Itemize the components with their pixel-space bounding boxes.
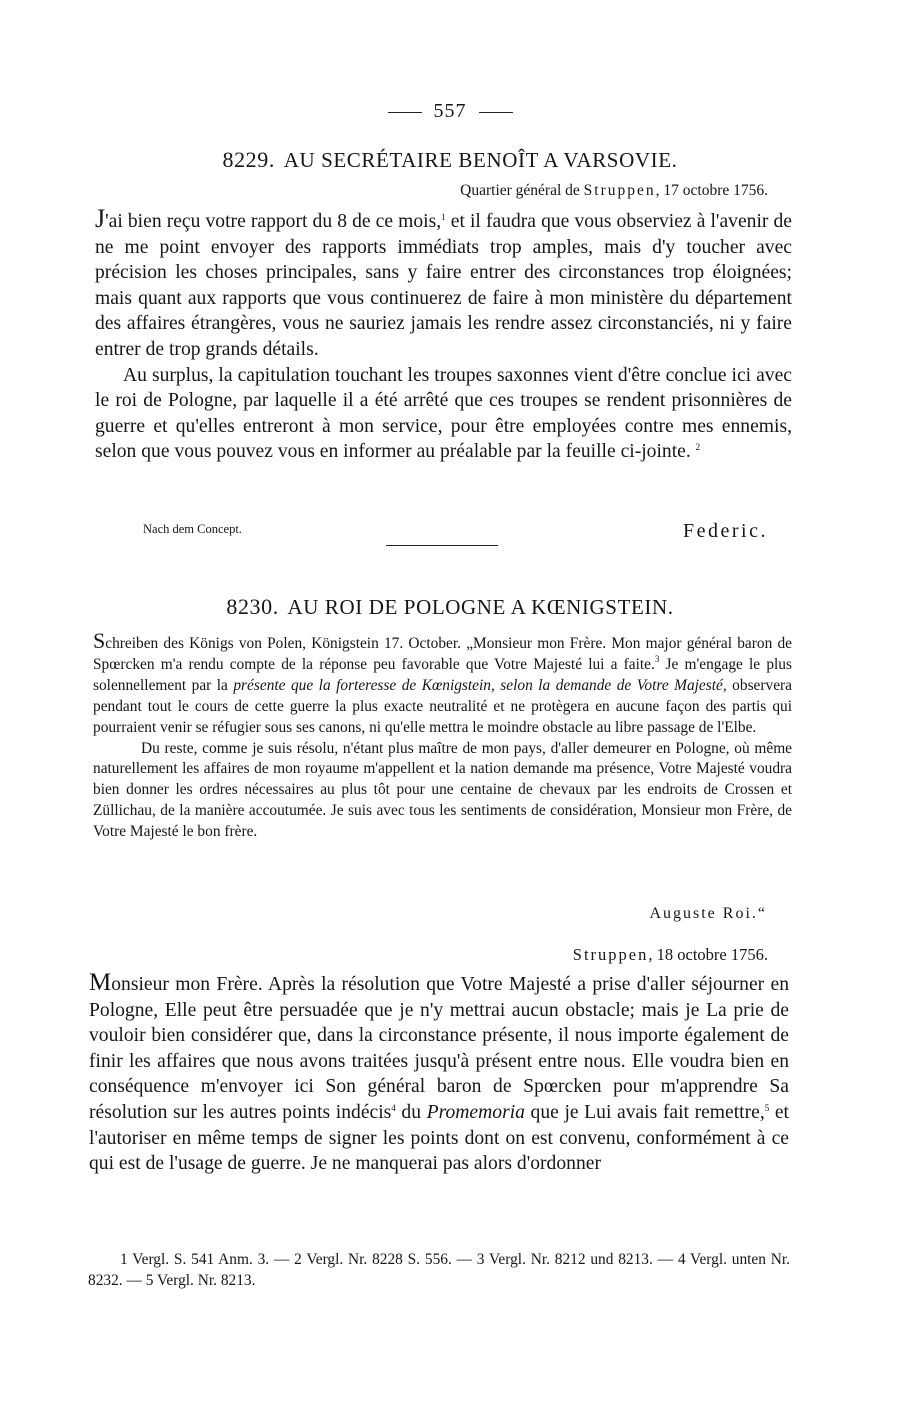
letter-8230-text-d: et l'autoriser en même temps de signer les points dont on est convenu, conformément à ce qui est de l'usage de guerre. Je ne manquerai pas alors d'ordonner <box>89 1101 789 1175</box>
quoted-p1-text-b: Je m'engage le plus solennellement par la <box>93 655 792 694</box>
letter-8229-initial: J <box>95 204 106 233</box>
letter-8230-dateline-date: , 18 octobre 1756. <box>648 945 768 964</box>
quoted-initial: S <box>93 628 106 653</box>
page-number-dash-right <box>479 112 513 113</box>
letter-8230-text-c: que je Lui avais fait remettre, <box>524 1101 765 1123</box>
letter-8230-dateline-place: Struppen <box>572 945 649 964</box>
letter-8230-number: 8230. <box>226 594 279 619</box>
letter-8230-title: AU ROI DE POLOGNE A KŒNIGSTEIN. <box>287 595 674 619</box>
footnote-ref-3: 3 <box>654 653 660 664</box>
quoted-paragraph-2 <box>93 739 792 844</box>
section-divider <box>386 545 498 546</box>
page-number-line <box>0 100 900 123</box>
page-number: 557 <box>433 100 467 122</box>
letter-8229-dateline-date: , 17 octobre 1756. <box>655 182 768 199</box>
letter-8229-heading <box>0 147 900 173</box>
page-number-dash-left <box>388 112 422 113</box>
letter-8230-dateline <box>573 945 768 965</box>
quoted-letter-king-of-poland <box>93 628 792 843</box>
letter-8229-paragraph-2 <box>95 363 792 465</box>
footnotes <box>88 1249 790 1291</box>
letter-8229-dateline-place: Struppen <box>583 182 656 199</box>
letter-8229-p2-text: Au surplus, la capitulation touchant les troupes saxonnes vient d'être conclue ici avec le roi de Pologne, par laquelle il a été arrêté que ces troupes se rendent prisonnières de guerre et qu'elles entreront à mon service, pour être employées contre mes ennemis, selon que vous pouvez vous en informer au préalable par la feuille ci-jointe. <box>95 364 792 463</box>
quoted-signature: Auguste Roi.“ <box>649 905 767 922</box>
quoted-paragraph-1 <box>93 628 792 739</box>
footnote-ref-4: 4 <box>391 1102 396 1113</box>
footnote-ref-5: 5 <box>764 1102 770 1113</box>
letter-8229-dateline-prefix: Quartier général de <box>460 182 584 199</box>
letter-8230-text-b: du <box>395 1101 427 1123</box>
letter-8230-heading <box>0 594 900 620</box>
letter-8229-dateline <box>460 182 768 200</box>
quoted-p1-italic: présente que la forteresse de Kœnigstein, selon la demande de Votre Majesté, <box>233 676 727 694</box>
quoted-p1-text-c: observera pendant tout le cours de cette guerre la plus exacte neutralité et ne protègera en aucune façon des partis qui pourraient venir se réfugier sous ses canons, ni qu'elle mettra le moindre obstacle au libre passage de l'Elbe. <box>93 676 792 736</box>
quoted-p1-text-a: chreiben des Königs von Polen, Königstein 17. October. „Monsieur mon Frère. Mon major général baron de Spœrcken m'a rendu compte de la réponse peu favorable que Votre Majesté lui a faite. <box>93 635 792 673</box>
letter-8230-italic: Promemoria <box>426 1101 525 1123</box>
letter-8229-signature: Federic. <box>683 520 768 542</box>
letter-8230-initial: M <box>89 969 112 996</box>
letter-8230-body <box>89 970 789 1177</box>
letter-8229-body <box>95 206 792 465</box>
letter-8229-p1-text-a: 'ai bien reçu votre rapport du 8 de ce mois, <box>105 211 442 232</box>
letter-8230-text-a: onsieur mon Frère. Après la résolution que Votre Majesté a prise d'aller séjourner en Pologne, Elle peut être persuadée que je n'y mettrai aucun obstacle; mais je La prie de vouloir bien considérer que, dans la circonstance présente, il nous importe également de finir les affaires que nous avons traitées jusqu'à présent entre nous. Elle voudra bien en conséquence m'envoyer ici Son général baron de Spœrcken pour m'apprendre Sa résolution sur les autres points indécis <box>89 974 789 1123</box>
quoted-p2-text: Du reste, comme je suis résolu, n'étant plus maître de mon pays, d'aller demeurer en Pologne, où même naturellement les affaires de mon royaume m'appellent et la nation demande ma présence, Votre Majesté voudra bien donner les ordres nécessaires au plus tôt pour une centaine de chevaux par les endroits de Crossen et Züllichau, de la manière accoutumée. Je suis avec tous les sentiments de considération, Monsieur mon Frère, de Votre Majesté le bon frère. <box>93 739 792 841</box>
letter-8229-paragraph-1 <box>95 206 792 363</box>
footnote-ref-2: 2 <box>695 442 701 453</box>
letter-8229-number: 8229. <box>222 147 275 172</box>
letter-8229-title: AU SECRÉTAIRE BENOÎT A VARSOVIE. <box>283 148 678 172</box>
letter-8229-p1-text-b: et il faudra que vous observiez à l'avenir de ne me point envoyer des rapports immédiats trop amples, mais d'y toucher avec précision les choses principales, sans y faire entrer des circonstances trop éloignées; mais quant aux rapports que vous continuerez de faire à mon ministère du département des affaires étrangères, vous ne sauriez jamais les rendre assez circonstanciés, ni y faire entrer de trop grands détails. <box>95 211 793 360</box>
footnotes-text: 1 Vergl. S. 541 Anm. 3. — 2 Vergl. Nr. 8228 S. 556. — 3 Vergl. Nr. 8212 und 8213. — 4 Vergl. unten Nr. 8232. — 5 Vergl. Nr. 8213. <box>88 1251 790 1289</box>
footnote-ref-1: 1 <box>441 212 446 222</box>
letter-8230-paragraph-1 <box>89 970 789 1177</box>
source-note: Nach dem Concept. <box>143 522 242 536</box>
